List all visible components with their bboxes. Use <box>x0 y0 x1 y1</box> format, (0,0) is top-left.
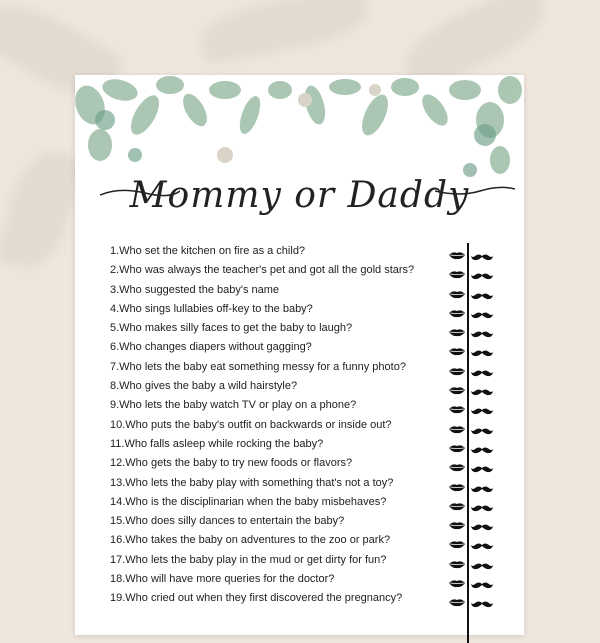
mustache-icon <box>471 595 493 613</box>
shadow-decoration <box>0 144 85 275</box>
question-item: 17.Who lets the baby play in the mud or get dirty for fun? <box>110 553 387 566</box>
answer-icon-row <box>447 474 517 493</box>
question-item: 4.Who sings lullabies off-key to the baby? <box>110 302 313 315</box>
answer-icon-row <box>447 396 517 415</box>
question-item: 9.Who lets the baby watch TV or play on a phone? <box>110 399 357 412</box>
question-item: 7.Who lets the baby eat something messy for a funny photo? <box>110 360 406 373</box>
question-item: 6.Who changes diapers without gagging? <box>110 341 312 354</box>
answer-icon-row <box>447 551 517 570</box>
question-item: 15.Who does silly dances to entertain the baby? <box>110 515 345 528</box>
answer-icon-row <box>447 242 517 261</box>
question-item: 2.Who was always the teacher's pet and got all the gold stars? <box>110 264 415 277</box>
answer-icon-row <box>447 435 517 454</box>
answer-icon-row <box>447 493 517 512</box>
answer-icon-row <box>447 570 517 589</box>
answer-icon-row <box>447 454 517 473</box>
answer-icons-column <box>447 242 517 609</box>
question-item: 13.Who lets the baby play with something that's not a toy? <box>110 476 394 489</box>
question-item: 1.Who set the kitchen on fire as a child? <box>110 245 306 257</box>
answer-icon-row <box>447 531 517 550</box>
lips-icon <box>449 594 465 612</box>
answer-icon-row <box>447 358 517 377</box>
question-item: 5.Who makes silly faces to get the baby to laugh? <box>110 322 353 335</box>
answer-icon-row <box>447 589 517 608</box>
page-title: Mommy or Daddy <box>129 175 470 216</box>
question-item: 18.Who will have more queries for the doctor? <box>110 573 335 586</box>
answer-icon-row <box>447 377 517 396</box>
question-item: 11.Who falls asleep while rocking the baby? <box>110 437 324 450</box>
shadow-decoration <box>197 0 373 64</box>
answer-icon-row <box>447 261 517 280</box>
question-item: 14.Who is the disciplinarian when the baby misbehaves? <box>110 495 387 508</box>
question-item: 19.Who cried out when they first discovered the pregnancy? <box>110 592 403 605</box>
answer-icon-row <box>447 338 517 357</box>
question-item: 10.Who puts the baby's outfit on backwards or inside out? <box>110 418 392 431</box>
question-item: 3.Who suggested the baby's name <box>110 283 280 296</box>
question-item: 16.Who takes the baby on adventures to the zoo or park? <box>110 534 391 547</box>
answer-icon-row <box>447 416 517 435</box>
answer-icon-row <box>447 300 517 319</box>
title-swash-right <box>435 185 515 199</box>
answer-icon-row <box>447 281 517 300</box>
answer-icon-row <box>447 319 517 338</box>
game-card <box>75 75 524 635</box>
answer-icon-row <box>447 512 517 531</box>
question-list <box>110 242 450 609</box>
question-item: 8.Who gives the baby a wild hairstyle? <box>110 380 298 393</box>
question-item: 12.Who gets the baby to try new foods or flavors? <box>110 457 353 470</box>
